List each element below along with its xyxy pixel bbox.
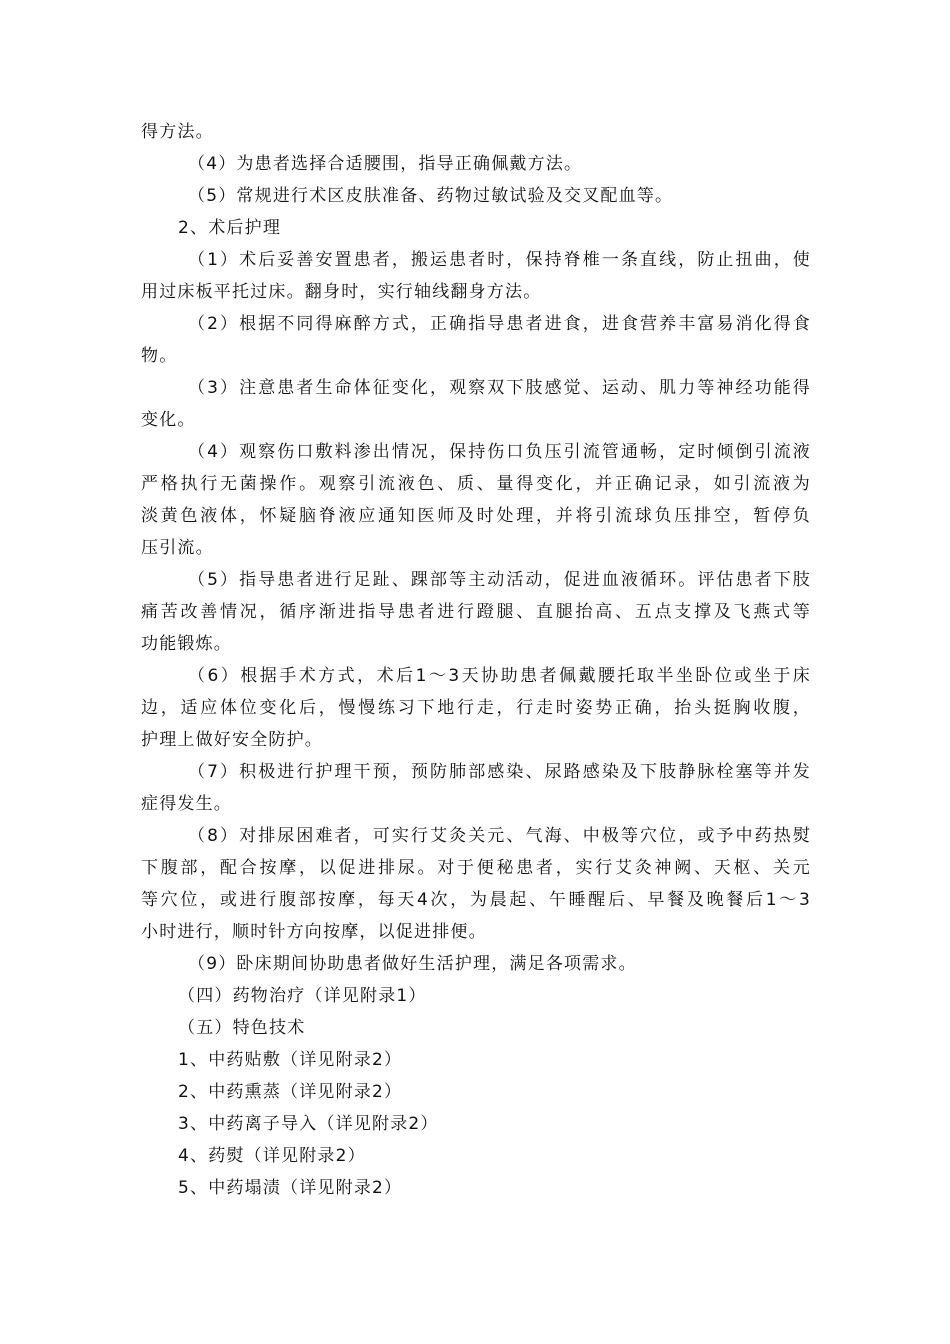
- postop-item-5: （5）指导患者进行足趾、踝部等主动活动，促进血液循环。评估患者下肢: [188, 570, 811, 590]
- postop-item-6: （6）根据手术方式，术后1～3天协助患者佩戴腰托取半坐卧位或坐于床: [188, 666, 811, 686]
- section-heading-drug-therapy: （四）药物治疗（详见附录1）: [178, 986, 427, 1006]
- postop-item-3: （3）注意患者生命体征变化，观察双下肢感觉、运动、肌力等神经功能得: [188, 378, 811, 398]
- text-line: 压引流。: [141, 538, 214, 558]
- technique-item-2: 2、中药熏蒸（详见附录2）: [178, 1082, 403, 1102]
- document-body: [141, 116, 811, 1204]
- technique-item-3: 3、中药离子导入（详见附录2）: [178, 1114, 439, 1134]
- text-line: 淡黄色液体，怀疑脑脊液应通知医师及时处理，并将引流球负压排空，暂停负: [141, 506, 811, 526]
- text-line: 小时进行，顺时针方向按摩，以促进排便。: [141, 922, 487, 942]
- text-line: 用过床板平托过床。翻身时，实行轴线翻身方法。: [141, 282, 542, 302]
- text-line: 症得发生。: [141, 794, 232, 814]
- text-line: 严格执行无菌操作。观察引流液色、质、量得变化，并正确记录，如引流液为: [141, 474, 811, 494]
- text-line: 物。: [141, 346, 178, 366]
- technique-item-5: 5、中药塌渍（详见附录2）: [178, 1178, 403, 1198]
- postop-item-4: （4）观察伤口敷料渗出情况，保持伤口负压引流管通畅，定时倾倒引流液: [188, 442, 811, 462]
- postop-item-1: （1）术后妥善安置患者，搬运患者时，保持脊椎一条直线，防止扭曲，使: [188, 250, 811, 270]
- text-line: 等穴位，或进行腹部按摩，每天4次，为晨起、午睡醒后、早餐及晚餐后1～3: [141, 890, 811, 910]
- preop-item-4: （4）为患者选择合适腰围，指导正确佩戴方法。: [188, 154, 583, 174]
- text-line: 边，适应体位变化后，慢慢练习下地行走，行走时姿势正确，抬头挺胸收腹，: [141, 698, 811, 718]
- text-line: 痛苦改善情况，循序渐进指导患者进行蹬腿、直腿抬高、五点支撑及飞燕式等: [141, 602, 811, 622]
- text-line: 功能锻炼。: [141, 634, 232, 654]
- postop-item-2: （2）根据不同得麻醉方式，正确指导患者进食，进食营养丰富易消化得食: [188, 314, 811, 334]
- section-heading-postop: 2、术后护理: [178, 218, 282, 238]
- text-line: 变化。: [141, 410, 196, 430]
- text-line: 护理上做好安全防护。: [141, 730, 323, 750]
- text-line: 下腹部，配合按摩，以促进排尿。对于便秘患者，实行艾灸神阙、天枢、关元: [141, 858, 811, 878]
- technique-item-4: 4、药熨（详见附录2）: [178, 1146, 366, 1166]
- text-line: 得方法。: [141, 122, 214, 142]
- preop-item-5: （5）常规进行术区皮肤准备、药物过敏试验及交叉配血等。: [188, 186, 674, 206]
- postop-item-8: （8）对排尿困难者，可实行艾灸关元、气海、中极等穴位，或予中药热熨: [188, 826, 811, 846]
- postop-item-7: （7）积极进行护理干预，预防肺部感染、尿路感染及下肢静脉栓塞等并发: [188, 762, 811, 782]
- postop-item-9: （9）卧床期间协助患者做好生活护理，满足各项需求。: [188, 954, 637, 974]
- section-heading-special-techniques: （五）特色技术: [178, 1018, 306, 1038]
- technique-item-1: 1、中药贴敷（详见附录2）: [178, 1050, 403, 1070]
